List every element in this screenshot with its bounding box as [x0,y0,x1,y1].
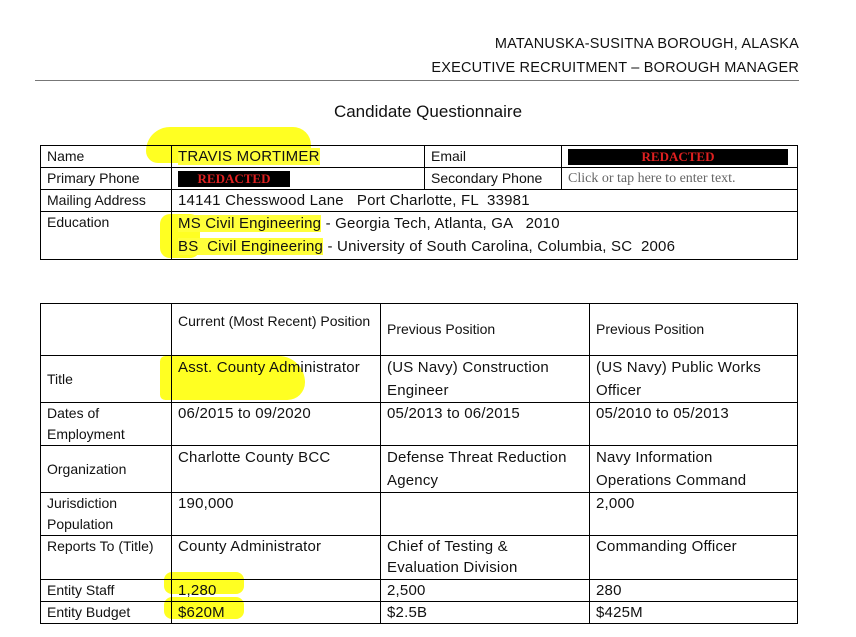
header-line-1: MATANUSKA-SUSITNA BOROUGH, ALASKA [494,36,799,52]
email-label: Email [425,146,562,168]
cell-staff-previous-2: 280 [590,580,798,602]
education-degree: MS Civil Engineering [178,215,322,232]
mailing-address-label: Mailing Address [41,190,172,212]
cell-organization-current: Charlotte County BCC [172,446,381,493]
primary-phone-label: Primary Phone [41,168,172,190]
row-label-population: Jurisdiction Population [41,493,172,536]
cell-organization-previous-2: Navy Information Operations Command [590,446,798,493]
row-label-budget: Entity Budget [41,602,172,624]
row-label-staff: Entity Staff [41,580,172,602]
cell-dates-current: 06/2015 to 09/2020 [172,403,381,446]
education-entry [178,235,791,258]
email-redacted: REDACTED [568,149,788,165]
cell-dates-previous-2: 05/2010 to 05/2013 [590,403,798,446]
name-label: Name [41,146,172,168]
row-label-organization: Organization [41,446,172,493]
secondary-phone-field[interactable]: Click or tap here to enter text. [562,168,798,190]
cell-population-current: 190,000 [172,493,381,536]
column-header-previous-2: Previous Position [590,304,798,356]
contact-table [40,145,798,260]
cell-budget-previous-2: $425M [590,602,798,624]
email-cell [562,146,798,168]
education-degree: BS Civil Engineering [178,238,324,255]
education-school: - Georgia Tech, Atlanta, GA 2010 [321,215,560,232]
primary-phone-cell [172,168,425,190]
name-value-text: TRAVIS MORTIMER [178,148,320,165]
cell-budget-current: $620M [172,602,381,624]
positions-corner [41,304,172,356]
header-line-2: EXECUTIVE RECRUITMENT – BOROUGH MANAGER [431,60,799,76]
primary-phone-redacted: REDACTED [178,171,290,187]
cell-staff-previous-1: 2,500 [381,580,590,602]
row-label-dates: Dates of Employment [41,403,172,446]
education-value [172,212,798,260]
positions-table [40,303,798,624]
cell-title-previous-1: (US Navy) Construction Engineer [381,356,590,403]
row-label-title: Title [41,356,172,403]
cell-organization-previous-1: Defense Threat Reduction Agency [381,446,590,493]
cell-dates-previous-1: 05/2013 to 06/2015 [381,403,590,446]
column-header-previous-1: Previous Position [381,304,590,356]
cell-title-current: Asst. County Administrator [172,356,381,403]
cell-reports-current: County Administrator [172,536,381,580]
education-school: - University of South Carolina, Columbia, SC 2006 [323,238,676,255]
header-rule [35,80,799,81]
cell-reports-previous-1: Chief of Testing & Evaluation Division [381,536,590,580]
cell-staff-current: 1,280 [172,580,381,602]
education-entry [178,212,791,235]
cell-reports-previous-2: Commanding Officer [590,536,798,580]
name-value [172,146,425,168]
column-header-current: Current (Most Recent) Position [172,304,381,356]
cell-population-previous-1 [381,493,590,536]
cell-title-previous-2: (US Navy) Public Works Officer [590,356,798,403]
cell-population-previous-2: 2,000 [590,493,798,536]
mailing-address-value: 14141 Chesswood Lane Port Charlotte, FL 33981 [172,190,798,212]
secondary-phone-label: Secondary Phone [425,168,562,190]
cell-budget-previous-1: $2.5B [381,602,590,624]
document-title: Candidate Questionnaire [333,102,523,121]
row-label-reports-to: Reports To (Title) [41,536,172,580]
education-label: Education [41,212,172,260]
